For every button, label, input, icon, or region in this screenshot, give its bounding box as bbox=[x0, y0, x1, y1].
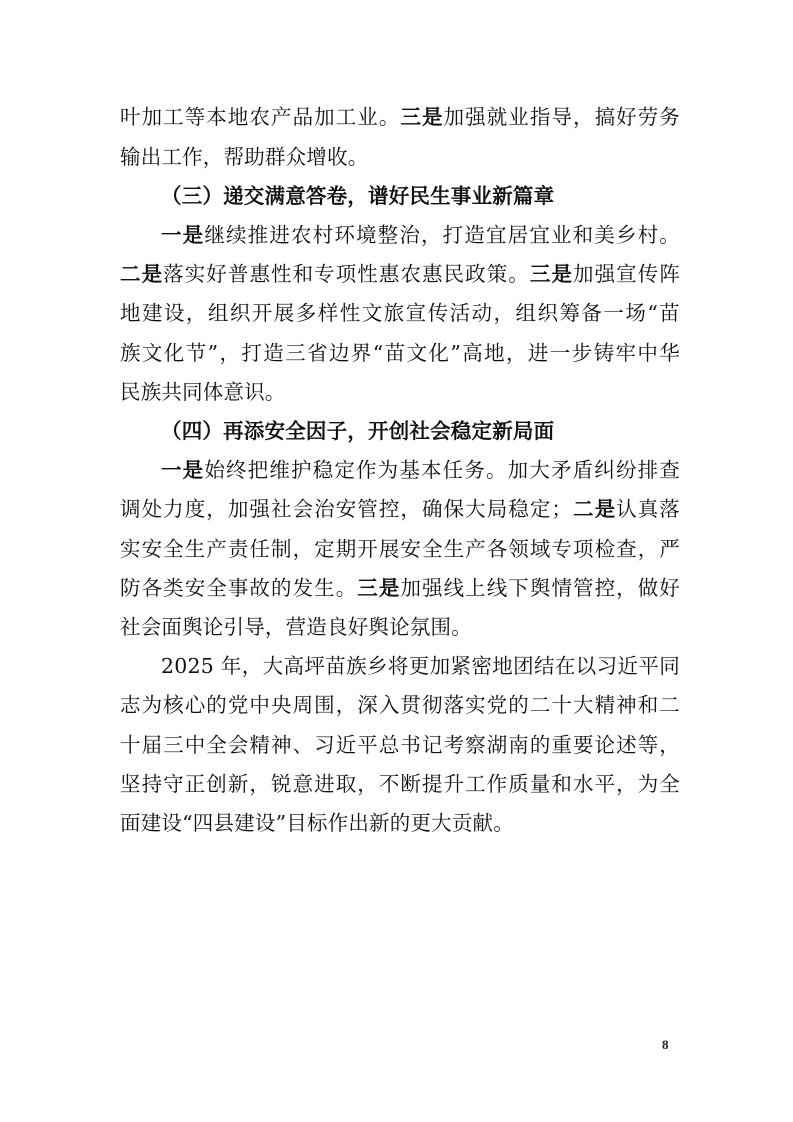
body-line: 输出工作，帮助群众增收。 bbox=[120, 145, 369, 169]
body-line: 地建设，组织开展多样性文旅宣传活动，组织筹备一场“苗 bbox=[120, 301, 680, 325]
body-line: 一是继续推进农村环境整治，打造宜居宜业和美乡村。 bbox=[161, 223, 681, 247]
section-heading: （四）再添安全因子，开创社会稳定新局面 bbox=[161, 419, 555, 443]
bold-label: 三是 bbox=[529, 262, 574, 286]
bold-label: 一是 bbox=[161, 223, 205, 247]
bold-label: 三是 bbox=[400, 105, 444, 129]
bold-label: 二是 bbox=[572, 497, 617, 521]
body-line: 志为核心的党中央周围，深入贯彻落实党的二十大精神和二 bbox=[120, 693, 680, 717]
bold-label: 一是 bbox=[161, 458, 205, 482]
body-line: 2025 年，大高坪苗族乡将更加紧密地团结在以习近平同 bbox=[161, 654, 680, 678]
body-line: 民族共同体意识。 bbox=[120, 380, 286, 404]
body-line: 一是始终把维护稳定作为基本任务。加大矛盾纠纷排查 bbox=[161, 458, 681, 482]
body-line: 坚持守正创新，锐意进取，不断提升工作质量和水平，为全 bbox=[120, 772, 680, 796]
body-line: 族文化节”，打造三省边界“苗文化”高地，进一步铸牢中华 bbox=[120, 341, 680, 365]
body-line: 面建设“四县建设”目标作出新的更大贡献。 bbox=[120, 811, 514, 835]
body-line: 调处力度，加强社会治安管控，确保大局稳定；二是认真落 bbox=[120, 497, 680, 521]
page-number: 8 bbox=[662, 1037, 669, 1052]
bold-label: 二是 bbox=[120, 262, 164, 286]
body-line: 十届三中全会精神、习近平总书记考察湖南的重要论述等， bbox=[120, 733, 680, 757]
body-line: 叶加工等本地农产品加工业。三是加强就业指导，搞好劳务 bbox=[120, 105, 681, 129]
body-line: 防各类安全事故的发生。三是加强线上线下舆情管控，做好 bbox=[120, 576, 681, 600]
body-line: 二是落实好普惠性和专项性惠农惠民政策。三是加强宣传阵 bbox=[120, 262, 681, 286]
bold-label: 三是 bbox=[357, 576, 401, 600]
section-heading: （三）递交满意答卷，谱好民生事业新篇章 bbox=[161, 184, 555, 208]
body-line: 社会面舆论引导，营造良好舆论氛围。 bbox=[120, 615, 472, 639]
body-line: 实安全生产责任制，定期开展安全生产各领域专项检查，严 bbox=[120, 537, 680, 561]
